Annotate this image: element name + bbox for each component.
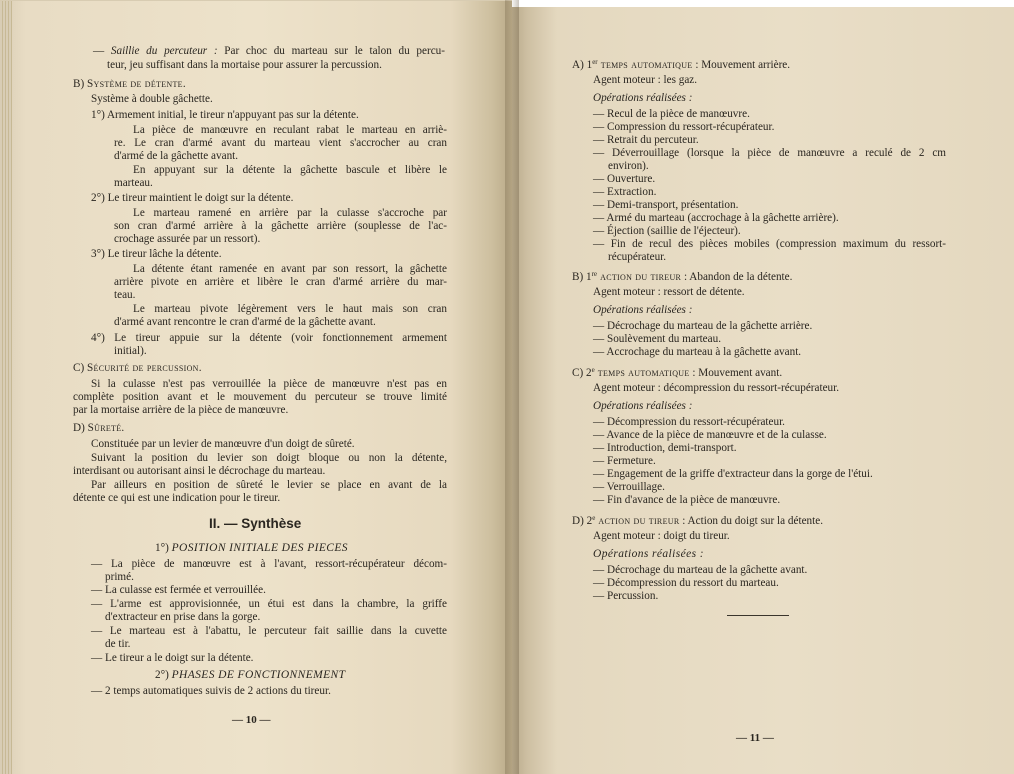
- section-heading: II. — Synthèse: [209, 516, 302, 531]
- text-line: — Engagement de la griffe d'extracteur dans la gorge de l'étui.: [593, 468, 873, 480]
- text-line: — Fin de recul des pièces mobiles (compression maximum du ressort-: [593, 238, 946, 250]
- text-line: — Avance de la pièce de manœuvre et de la culasse.: [593, 429, 827, 441]
- text-line: Opérations réalisées :: [593, 92, 693, 104]
- text-line: — Compression du ressort-récupérateur.: [593, 121, 775, 133]
- end-rule: [727, 615, 789, 616]
- text-line: détente ce qui est une indication pour le tireur.: [73, 492, 281, 504]
- text-line: C) 2e temps automatique : Mouvement avant.: [572, 366, 783, 379]
- text-line: La pièce de manœuvre en reculant rabat le marteau en arriè-: [133, 124, 447, 136]
- text-line: — Introduction, demi-transport.: [593, 442, 737, 454]
- text-line: — Verrouillage.: [593, 481, 665, 493]
- text-line: d'armé avant rencontre le cran d'armé de la gâchette avant.: [114, 316, 376, 328]
- text-line: interdisant ou autorisant ainsi le décrochage du marteau.: [73, 465, 326, 477]
- text-line: 2°) PHASES DE FONCTIONNEMENT: [155, 669, 346, 681]
- text-line: par la mortaise arrière de la pièce de manœuvre.: [73, 404, 289, 416]
- text-line: B) 1re action du tireur : Abandon de la détente.: [572, 270, 793, 283]
- text-line: Opérations réalisées :: [593, 304, 693, 316]
- text-line: crochage assurée par un ressort).: [114, 233, 261, 245]
- text-line: B) Système de détente.: [73, 78, 186, 90]
- text-line: teau.: [114, 289, 136, 301]
- text-line: Agent moteur : les gaz.: [593, 74, 698, 86]
- text-line: Agent moteur : doigt du tireur.: [593, 530, 730, 542]
- page-number-right: — 11 —: [736, 732, 774, 744]
- text-line: Le marteau pivote légèrement vers le haut mais son cran: [133, 303, 447, 315]
- text-line: primé.: [105, 571, 134, 583]
- text-line: — Percussion.: [593, 590, 659, 602]
- text-line: Opérations réalisées :: [593, 548, 705, 560]
- text-line: — Décompression du ressort-récupérateur.: [593, 416, 785, 428]
- text-line: — Décompression du ressort du marteau.: [593, 577, 779, 589]
- text-line: marteau.: [114, 177, 153, 189]
- text-line: Agent moteur : décompression du ressort-récupérateur.: [593, 382, 840, 394]
- text-line: — Recul de la pièce de manœuvre.: [593, 108, 750, 120]
- text-line: — Le marteau est à l'abattu, le percuteur fait saillie dans la cuvette: [91, 625, 447, 637]
- text-line: — Demi-transport, présentation.: [593, 199, 739, 211]
- text-line: — Accrochage du marteau à la gâchette avant.: [593, 346, 802, 358]
- text-line: Si la culasse n'est pas verrouillée la pièce de manœuvre n'est pas en: [91, 378, 447, 390]
- text-line: Constituée par un levier de manœuvre d'un doigt de sûreté.: [91, 438, 355, 450]
- text-line: 4°) Le tireur appuie sur la détente (voir fonctionnement armement: [91, 332, 447, 344]
- text-line: 2°) Le tireur maintient le doigt sur la détente.: [91, 192, 294, 204]
- text-line: D) 2e action du tireur : Action du doigt sur la détente.: [572, 514, 824, 527]
- text-line: initial).: [114, 345, 147, 357]
- text-line: — La pièce de manœuvre est à l'avant, ressort-récupérateur décom-: [91, 558, 447, 570]
- right-page: [512, 0, 1014, 774]
- text-line: — 2 temps automatiques suivis de 2 actions du tireur.: [91, 685, 331, 697]
- text-line: de tir.: [105, 638, 131, 650]
- book-spine: [505, 0, 519, 774]
- text-line: — L'arme est approvisionnée, un étui est dans la chambre, la griffe: [91, 598, 447, 610]
- text-line: 3°) Le tireur lâche la détente.: [91, 248, 222, 260]
- text-line: son cran d'armé arrière à la gâchette arrière (souplesse de l'ac-: [114, 220, 447, 232]
- text-line: Suivant la position du levier son doigt bloque ou non la détente,: [91, 452, 447, 464]
- text-line: environ).: [608, 160, 649, 172]
- text-line: Système à double gâchette.: [91, 93, 213, 105]
- text-line: — Fin d'avance de la pièce de manœuvre.: [593, 494, 781, 506]
- text-line: En appuyant sur la détente la gâchette bascule et libère le: [133, 164, 447, 176]
- text-line: — La culasse est fermée et verrouillée.: [91, 584, 266, 596]
- text-line: — Ouverture.: [593, 173, 656, 185]
- text-line: C) Sécurité de percussion.: [73, 362, 202, 374]
- text-line: — Déverrouillage (lorsque la pièce de manœuvre a reculé de 2 cm: [593, 147, 946, 159]
- text-line: La détente étant ramenée en avant par son ressort, la gâchette: [133, 263, 447, 275]
- text-line: D) Sûreté.: [73, 422, 125, 434]
- text-line: re. Le cran d'armé avant du marteau vient s'accrocher au cran: [114, 137, 447, 149]
- page-number-left: — 10 —: [232, 714, 271, 726]
- text-line: — Saillie du percuteur : Par choc du marteau sur le talon du percu-: [93, 45, 446, 57]
- text-line: — Retrait du percuteur.: [593, 134, 699, 146]
- text-line: d'armé de la gâchette avant.: [114, 150, 239, 162]
- text-line: — Décrochage du marteau de la gâchette arrière.: [593, 320, 813, 332]
- text-line: — Décrochage du marteau de la gâchette avant.: [593, 564, 808, 576]
- text-line: arrière pivote en arrière et libère le cran d'armé arrière du mar-: [114, 276, 447, 288]
- text-line: — Soulèvement du marteau.: [593, 333, 722, 345]
- page-edges: [0, 1, 12, 774]
- text-line: Opérations réalisées :: [593, 400, 693, 412]
- text-line: 1°) Armement initial, le tireur n'appuyant pas sur la détente.: [91, 109, 359, 121]
- text-line: 1°) POSITION INITIALE DES PIECES: [155, 542, 348, 554]
- text-line: récupérateur.: [608, 251, 667, 263]
- text-line: complète position avant et le mouvement du percuteur se trouve limité: [73, 391, 447, 403]
- text-line: A) 1er temps automatique : Mouvement arrière.: [572, 58, 791, 71]
- text-line: d'extracteur en prise dans la gorge.: [105, 611, 261, 623]
- text-line: — Fermeture.: [593, 455, 656, 467]
- text-line: — Éjection (saillie de l'éjecteur).: [593, 225, 741, 237]
- text-line: Par ailleurs en position de sûreté le levier se place en avant de la: [91, 479, 447, 491]
- text-line: Le marteau ramené en arrière par la culasse s'accroche par: [133, 207, 447, 219]
- text-line: — Le tireur a le doigt sur la détente.: [91, 652, 254, 664]
- text-line: — Extraction.: [593, 186, 657, 198]
- text-line: — Armé du marteau (accrochage à la gâchette arrière).: [593, 212, 839, 224]
- text-line: Agent moteur : ressort de détente.: [593, 286, 745, 298]
- text-line: teur, jeu suffisant dans la mortaise pour assurer la percussion.: [107, 59, 382, 71]
